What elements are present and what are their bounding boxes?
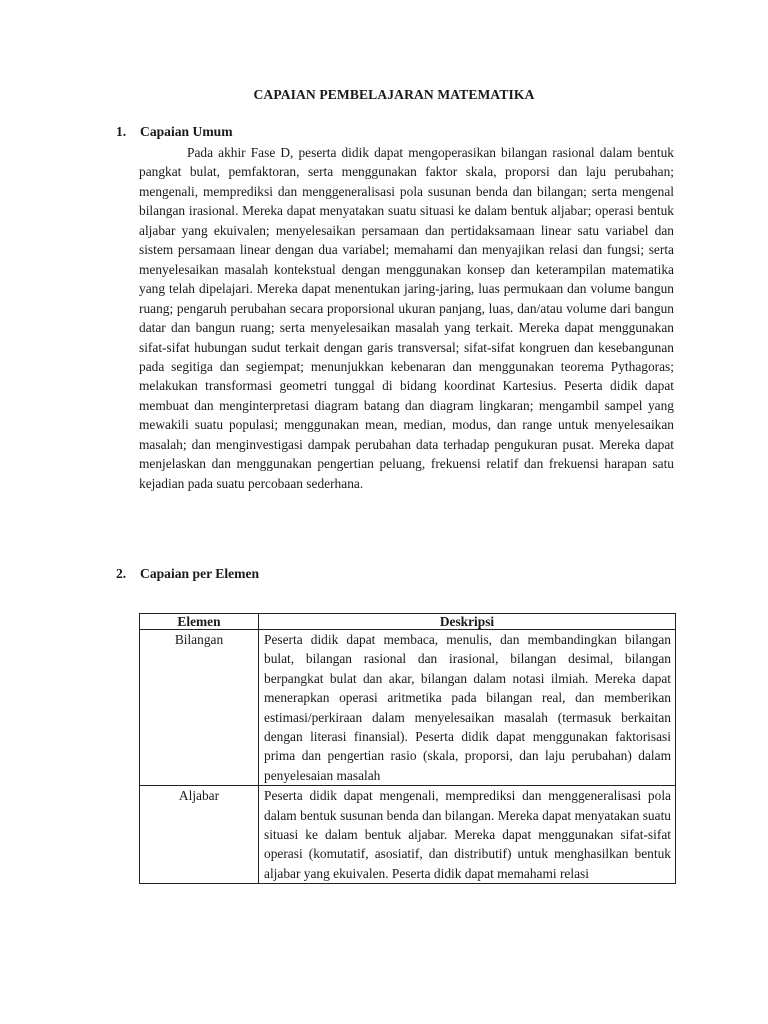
section-title: Capaian Umum <box>140 124 233 139</box>
document-title: CAPAIAN PEMBELAJARAN MATEMATIKA <box>253 87 535 102</box>
table-header-row <box>140 614 676 630</box>
table-row <box>140 786 676 884</box>
elemen-cell: Bilangan <box>140 630 259 786</box>
deskripsi-cell: Peserta didik dapat mengenali, memprediksi dan menggeneralisasi pola dalam bentuk susunan benda dan bilangan. Mereka dapat menyatakan suatu situasi ke dalam bentuk aljabar. Mereka dapat menggunakan sifat-sifat operasi (komutatif, asosiatif, dan distributif) untuk menghasilkan bentuk aljabar yang ekuivalen. Peserta didik dapat memahami relasi <box>259 786 676 884</box>
elemen-cell: Aljabar <box>140 786 259 884</box>
capaian-umum-paragraph <box>139 143 674 493</box>
header-deskripsi: Deskripsi <box>259 614 676 630</box>
section-number: 1. <box>116 124 127 139</box>
elemen-table <box>139 613 676 884</box>
section-heading-capaian-umum <box>116 124 233 140</box>
section-heading-capaian-per-elemen <box>116 566 259 582</box>
section-number: 2. <box>116 566 127 581</box>
section-title: Capaian per Elemen <box>140 566 260 581</box>
header-elemen: Elemen <box>140 614 259 630</box>
table-row <box>140 630 676 786</box>
deskripsi-cell: Peserta didik dapat membaca, menulis, dan membandingkan bilangan bulat, bilangan rasional dan irasional, bilangan desimal, bilangan berpangkat bulat dan akar, bilangan dalam notasi ilmiah. Mereka dapat menerapkan operasi aritmetika pada bilangan real, dan memberikan estimasi/perkiraan dalam menyelesaikan masalah (termasuk berkaitan dengan literasi finansial). Peserta didik dapat menggunakan faktorisasi prima dan pengertian rasio (skala, proporsi, dan laju perubahan) dalam penyelesaian masalah <box>259 630 676 786</box>
table-viewport <box>139 613 679 917</box>
paragraph-text: Pada akhir Fase D, peserta didik dapat mengoperasikan bilangan rasional dalam bentuk pangkat bulat, pemfaktoran, serta menggunakan faktor skala, proporsi dan laju perubahan; mengenali, memprediksi dan menggeneralisasi pola susunan benda dan bilangan; serta mengenal bilangan irasional. Mereka dapat menyatakan suatu situasi ke dalam bentuk aljabar; operasi bentuk aljabar yang ekuivalen; menyelesaikan persamaan dan pertidaksamaan linear satu variabel dan sistem persamaan linear dengan dua variabel; memahami dan menyajikan relasi dan fungsi; serta menyelesaikan masalah kontekstual dengan menggunakan konsep dan keterampilan matematika yang telah dipelajari. Mereka dapat menentukan jaring-jaring, luas permukaan dan volume bangun ruang; pengaruh perubahan secara proporsional ukuran panjang, luas, dan/atau volume dari bangun datar dan bangun ruang; serta menyelesaikan masalah yang terkait. Mereka dapat menggunakan sifat-sifat hubungan sudut terkait dengan garis transversal; sifat-sifat kongruen dan kesebangunan pada segitiga dan segiempat; menunjukkan kebenaran dan menggunakan teorema Pythagoras; melakukan transformasi geometri tunggal di bidang koordinat Kartesius. Peserta didik dapat membuat dan menginterpretasi diagram batang dan diagram lingkaran; mengambil sampel yang mewakili suatu populasi; menggunakan mean, median, modus, dan range untuk menyelesaikan masalah; dan menginvestigasi dampak perubahan data terhadap pengukuran pusat. Mereka dapat menjelaskan dan menggunakan pengertian peluang, frekuensi relatif dan frekuensi harapan satu kejadian pada suatu percobaan sederhana. <box>139 145 674 491</box>
